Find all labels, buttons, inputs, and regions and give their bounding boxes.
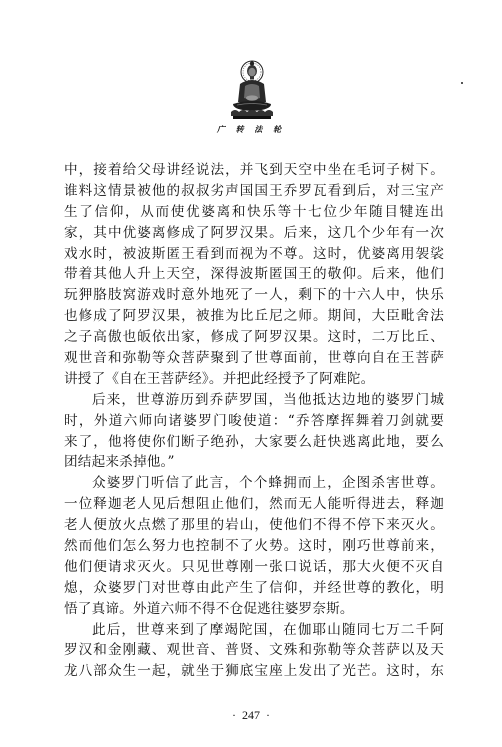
text-line: 讲授了《自在王菩萨经》。并把此经授予了阿难陀。 — [64, 370, 375, 387]
page-number-value: 247 — [242, 708, 260, 722]
text-line: 谁料这情景被他的叔叔劣声国国王乔罗瓦看到后，对三宝产 — [64, 182, 444, 199]
text-line: 龙八部众生一起，就坐于狮底宝座上发出了光芒。这时，东 — [64, 663, 444, 680]
text-line: 众婆罗门听信了此言，个个蜂拥而上，企图杀害世尊。 — [92, 475, 444, 492]
text-line: 熄，众婆罗门对世尊由此产生了信仰，并经世尊的教化，明 — [64, 579, 444, 596]
page-header — [0, 58, 502, 148]
text-line: 生了信仰，从而使优婆离和快乐等十七位少年随目犍连出 — [64, 203, 444, 220]
text-line: 一位释迦老人见后想阻止他们，然而无人能听得进去，释迦 — [64, 496, 444, 513]
text-line: 后来，世尊游历到乔萨罗国，当他抵达边地的婆罗门城 — [92, 391, 444, 408]
running-header-title: 广 转 法 轮 — [216, 124, 286, 134]
text-line: 老人便放火点燃了那里的岩山，使他们不得不停下来灭火。 — [64, 517, 444, 534]
text-line: 来了，他将使你们断子绝孙，大家要么赶快逃离此地，要么 — [64, 433, 444, 450]
body-text — [64, 160, 444, 682]
text-line: 时，外道六师向诸婆罗门唆使道：“乔答摩挥舞着刀剑就要 — [64, 412, 444, 429]
text-line: 之子高傲也皈依出家，修成了阿罗汉果。这时，二万比丘、 — [64, 329, 444, 346]
text-line: 罗汉和金刚藏、观世音、普贤、文殊和弥勒等众菩萨以及天 — [64, 642, 444, 659]
text-line: 此后，世尊来到了摩竭陀国，在伽耶山随同七万二千阿 — [92, 621, 444, 638]
scan-speck — [461, 82, 463, 84]
text-line: 带着其他人升上天空，深得波斯匿国王的敬仰。后来，他们 — [64, 266, 444, 283]
text-line: 中，接着给父母讲经说法，并飞到天空中坐在毛诃子树下。 — [64, 162, 444, 178]
text-line: 团结起来杀掉他。” — [64, 454, 175, 471]
text-line: 家，其中优婆离修成了阿罗汉果。后来，这几个少年有一次 — [64, 224, 444, 241]
text-line: 他们便请求灭火。只见世尊刚一张口说话，那大火便不灭自 — [64, 558, 444, 575]
text-line: 观世音和弥勒等众菩萨聚到了世尊面前，世尊向自在王菩萨 — [64, 350, 444, 367]
text-line: 然而他们怎么努力也控制不了火势。这时，刚巧世尊前来， — [64, 538, 444, 555]
page-number: · 247 · — [232, 708, 270, 722]
text-line: 悟了真谛。外道六师不得不仓促逃往婆罗奈斯。 — [64, 600, 354, 617]
text-line: 也修成了阿罗汉果，被推为比丘尼之师。期间，大臣毗舍法 — [64, 308, 444, 325]
text-line: 戏水时，被波斯匿王看到而视为不尊。这时，优婆离用袈裟 — [64, 245, 444, 262]
text-line: 玩狎胳肢窝游戏时意外地死了一人，剩下的十六人中，快乐 — [64, 287, 444, 304]
seated-buddha-icon — [227, 58, 277, 120]
